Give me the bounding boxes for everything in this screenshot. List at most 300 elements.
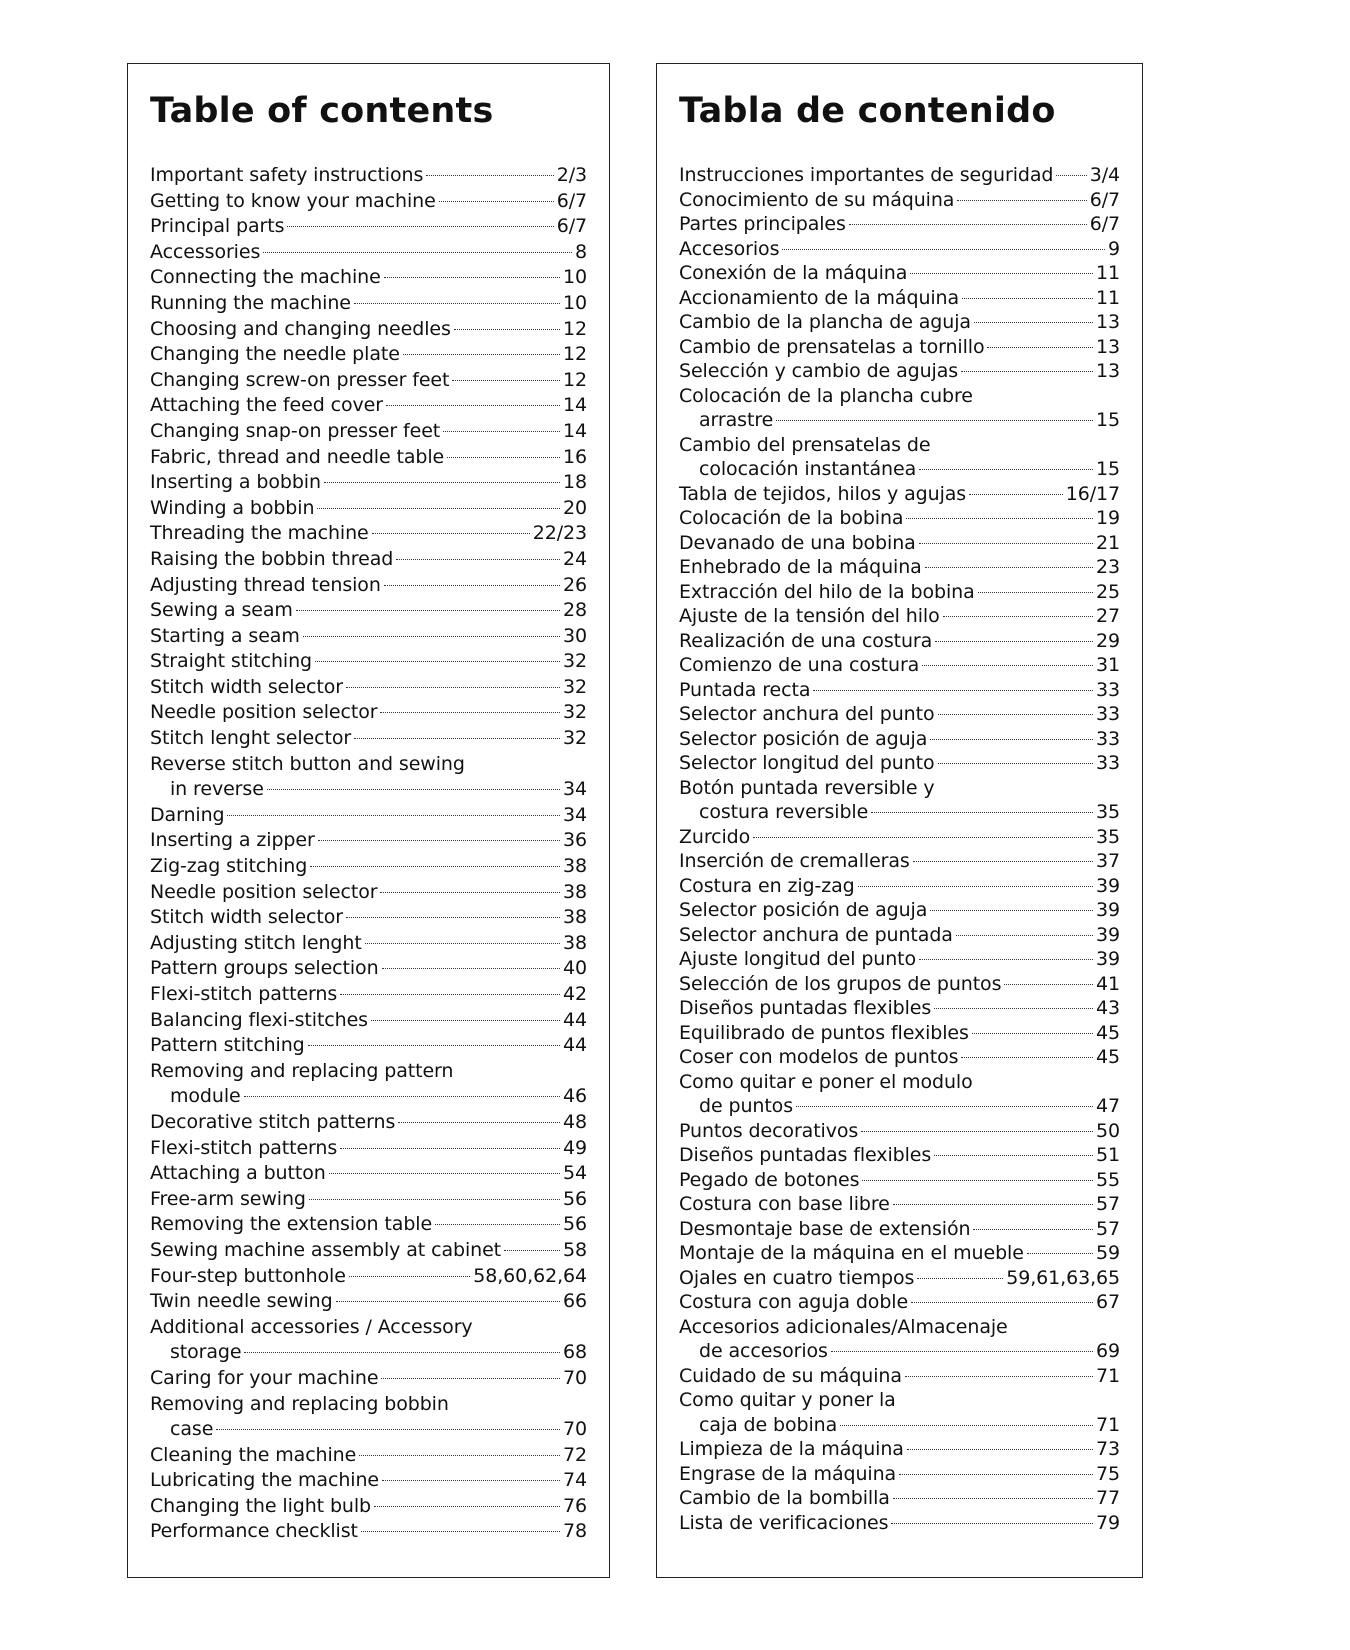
toc-entry	[150, 265, 587, 291]
toc-entry-title: Ajuste de la tensión del hilo	[679, 605, 940, 627]
toc-entry-title: Selección y cambio de agujas	[679, 360, 959, 382]
toc-entry-page: 12	[563, 343, 587, 366]
toc-entry	[679, 947, 1120, 972]
dot-leader	[396, 559, 560, 560]
toc-entry-page: 44	[563, 1008, 587, 1031]
toc-entry-title: Four-step buttonhole	[150, 1264, 346, 1287]
toc-entry	[150, 1264, 587, 1290]
toc-entry	[679, 1045, 1120, 1070]
toc-entry-title: Ajuste longitud del punto	[679, 948, 917, 970]
dot-leader	[349, 1276, 470, 1277]
dot-leader	[227, 815, 560, 816]
toc-entry-title: Colocación de la bobina	[679, 507, 904, 529]
toc-entry	[150, 521, 587, 547]
dot-leader	[972, 1033, 1093, 1034]
toc-entry-page: 45	[1096, 1021, 1120, 1044]
toc-entry-title: Stitch width selector	[150, 906, 343, 929]
toc-entry-title: Lubricating the machine	[150, 1469, 379, 1492]
dot-leader	[899, 1474, 1093, 1475]
toc-entry	[679, 1413, 1120, 1438]
dot-leader	[911, 1302, 1093, 1303]
toc-entry-page: 15	[1096, 458, 1120, 480]
toc-entry-title: Stitch lenght selector	[150, 727, 352, 750]
toc-entry	[150, 419, 587, 445]
toc-entry	[150, 905, 587, 931]
toc-entry	[679, 629, 1120, 654]
toc-entry	[679, 702, 1120, 727]
toc-entry	[679, 310, 1120, 335]
toc-entry	[679, 580, 1120, 605]
toc-entry-page: 27	[1096, 605, 1120, 627]
dot-leader	[382, 968, 561, 969]
dot-leader	[987, 347, 1093, 348]
dot-leader	[216, 1429, 560, 1430]
toc-entry-first-line: Cambio del prensatelas de	[679, 433, 931, 456]
dot-leader	[365, 943, 560, 944]
toc-entry	[150, 1187, 587, 1213]
toc-entry-title: Important safety instructions	[150, 164, 424, 186]
toc-entry	[150, 956, 587, 982]
toc-entry	[150, 624, 587, 650]
toc-entry	[150, 368, 587, 394]
toc-entry	[150, 854, 587, 880]
toc-entry-title: Enhebrado de la máquina	[679, 556, 922, 578]
toc-entry	[679, 604, 1120, 629]
toc-entry	[150, 1110, 587, 1136]
toc-entry-page: 32	[563, 650, 587, 673]
toc-entry-title: caja de bobina	[699, 1413, 838, 1436]
dot-leader	[862, 1180, 1093, 1181]
toc-entry-title: Performance checklist	[150, 1520, 358, 1543]
toc-entry-title: Cambio de la bombilla	[679, 1487, 890, 1509]
dot-leader	[443, 431, 560, 432]
toc-entry-page: 10	[563, 291, 587, 314]
toc-entry	[679, 1168, 1120, 1193]
toc-entry-title: Selector longitud del punto	[679, 752, 935, 774]
toc-entry-page: 20	[563, 496, 587, 519]
toc-entry	[150, 342, 587, 368]
toc-entry	[150, 1366, 587, 1392]
toc-entry	[150, 393, 587, 419]
dot-leader	[919, 469, 1093, 470]
toc-entry-page: 6/7	[556, 189, 587, 212]
toc-entry-title: Sewing machine assembly at cabinet	[150, 1238, 502, 1261]
dot-leader	[504, 1250, 560, 1251]
toc-entry	[150, 573, 587, 599]
toc-entry	[679, 751, 1120, 776]
toc-entry	[150, 880, 587, 906]
toc-entry	[679, 800, 1120, 825]
toc-entry-title: Free-arm sewing	[150, 1187, 306, 1210]
toc-entry-title: Conocimiento de su máquina	[679, 188, 955, 211]
english-toc-title: Table of contents	[150, 91, 494, 131]
toc-entry	[679, 531, 1120, 556]
toc-entry	[150, 1519, 587, 1545]
toc-entry-title: Partes principales	[679, 213, 846, 235]
toc-entry-page: 43	[1096, 997, 1120, 1019]
toc-entry-title: Zig-zag stitching	[150, 855, 308, 878]
dot-leader	[340, 1148, 560, 1149]
toc-entry-page: 35	[1096, 801, 1120, 823]
toc-entry	[150, 214, 587, 240]
toc-entry-page: 45	[1096, 1046, 1120, 1068]
dot-leader	[354, 738, 560, 739]
toc-entry-title: Raising the bobbin thread	[150, 547, 394, 570]
toc-entry-title: Inserting a bobbin	[150, 471, 321, 494]
dot-leader	[324, 482, 560, 483]
toc-entry-title: Adjusting thread tension	[150, 573, 381, 596]
toc-entry-title: Inserting a zipper	[150, 829, 315, 852]
toc-entry-page: 32	[563, 701, 587, 724]
dot-leader	[354, 303, 560, 304]
toc-entry	[679, 286, 1120, 311]
toc-entry-page: 13	[1096, 335, 1120, 358]
toc-entry-page: 6/7	[1089, 213, 1120, 235]
toc-entry-page: 38	[563, 855, 587, 878]
toc-entry	[679, 825, 1120, 850]
toc-entry-title: case	[170, 1418, 214, 1441]
dot-leader	[849, 224, 1087, 225]
dot-leader	[905, 1376, 1093, 1377]
dot-leader	[380, 712, 560, 713]
toc-entry-first-line: Accesorios adicionales/Almacenaje	[679, 1315, 1008, 1338]
dot-leader	[831, 1351, 1093, 1352]
toc-entry	[679, 678, 1120, 703]
toc-entry-page: 32	[563, 675, 587, 698]
toc-entry-title: arrastre	[699, 409, 774, 431]
toc-entry	[150, 1084, 587, 1110]
toc-entry	[150, 1494, 587, 1520]
toc-entry-page: 22/23	[532, 522, 587, 545]
dot-leader	[917, 1278, 1003, 1279]
toc-entry	[679, 335, 1120, 360]
toc-entry-first-line: Additional accessories / Accessory	[150, 1315, 473, 1338]
toc-entry-title: Pegado de botones	[679, 1168, 860, 1191]
toc-entry	[150, 1008, 587, 1034]
toc-entry	[150, 240, 587, 266]
toc-entry	[679, 1486, 1120, 1511]
dot-leader	[925, 567, 1093, 568]
toc-entry-page: 67	[1096, 1291, 1120, 1313]
toc-entry-page: 66	[563, 1290, 587, 1313]
toc-entry-page: 14	[563, 394, 587, 417]
toc-entry	[679, 359, 1120, 384]
toc-entry-title: Cambio de prensatelas a tornillo	[679, 335, 985, 358]
toc-entry	[679, 1290, 1120, 1315]
toc-entry-first-line: Como quitar e poner el modulo	[679, 1070, 973, 1093]
toc-entry-title: Stitch width selector	[150, 675, 343, 698]
toc-entry	[150, 1468, 587, 1494]
toc-entry-title: Adjusting stitch lenght	[150, 931, 362, 954]
toc-entry-page: 76	[563, 1494, 587, 1517]
dot-leader	[974, 322, 1093, 323]
toc-entry-page: 16	[563, 445, 587, 468]
dot-leader	[267, 789, 560, 790]
toc-entry-title: Equilibrado de puntos flexibles	[679, 1021, 969, 1044]
toc-entry-title: de accesorios	[699, 1340, 828, 1362]
dot-leader	[380, 892, 560, 893]
toc-entry-page: 41	[1096, 972, 1120, 995]
dot-leader	[1004, 984, 1093, 985]
dot-leader	[340, 994, 560, 995]
toc-entry-page: 34	[563, 803, 587, 826]
toc-entry	[679, 923, 1120, 948]
dot-leader	[893, 1204, 1093, 1205]
toc-entry-page: 28	[563, 599, 587, 622]
dot-leader	[318, 840, 560, 841]
toc-entry-title: Costura en zig-zag	[679, 874, 855, 897]
dot-leader	[336, 1301, 560, 1302]
dot-leader	[403, 354, 560, 355]
toc-entry-page: 24	[563, 547, 587, 570]
toc-entry-page: 74	[563, 1469, 587, 1492]
toc-entry-page: 29	[1096, 629, 1120, 652]
toc-entry-title: Changing screw-on presser feet	[150, 368, 450, 391]
spanish-toc-panel	[656, 63, 1143, 1578]
toc-entry-title: Devanado de una bobina	[679, 531, 916, 554]
toc-entry-page: 21	[1096, 531, 1120, 554]
toc-entry-page: 12	[563, 368, 587, 391]
toc-entry-page: 11	[1096, 262, 1120, 284]
toc-entry-page: 50	[1096, 1119, 1120, 1142]
toc-entry-page: 59	[1096, 1242, 1120, 1264]
toc-entry-title: module	[170, 1085, 241, 1108]
toc-entry	[150, 317, 587, 343]
toc-entry-title: Decorative stitch patterns	[150, 1110, 396, 1133]
toc-entry	[150, 1340, 587, 1366]
toc-entry-title: Fabric, thread and needle table	[150, 445, 445, 468]
toc-entry-title: Selector anchura de puntada	[679, 923, 953, 946]
dot-leader	[454, 329, 560, 330]
toc-entry	[679, 188, 1120, 213]
toc-entry-page: 38	[563, 906, 587, 929]
toc-entry	[150, 1443, 587, 1469]
toc-entry-title: Choosing and changing needles	[150, 317, 451, 340]
toc-entry-page: 71	[1096, 1413, 1120, 1436]
toc-entry-page: 6/7	[556, 215, 587, 238]
toc-entry-title: in reverse	[170, 778, 264, 801]
toc-entry	[679, 972, 1120, 997]
toc-entry-page: 40	[563, 957, 587, 980]
toc-entry-page: 56	[563, 1187, 587, 1210]
toc-entry-page: 26	[563, 573, 587, 596]
toc-entry-title: de puntos	[699, 1095, 794, 1117]
toc-entry-first-line: Reverse stitch button and sewing	[150, 752, 465, 775]
toc-entry-page: 30	[563, 624, 587, 647]
toc-entry-title: costura reversible	[699, 801, 869, 823]
dot-leader	[315, 661, 560, 662]
toc-entry-page: 56	[563, 1213, 587, 1236]
dot-leader	[346, 687, 560, 688]
toc-entry-title: Changing the needle plate	[150, 343, 400, 366]
toc-entry-title: Selector posición de aguja	[679, 899, 928, 921]
toc-entry-page: 39	[1096, 948, 1120, 970]
toc-entry	[679, 1364, 1120, 1389]
toc-entry	[150, 726, 587, 752]
toc-entry-page: 12	[563, 317, 587, 340]
toc-entry-first-line: Botón puntada reversible y	[679, 776, 935, 799]
toc-entry-title: Accessories	[150, 240, 261, 263]
dot-leader	[913, 861, 1093, 862]
toc-entry	[679, 653, 1120, 678]
dot-leader	[978, 592, 1093, 593]
english-toc-list	[128, 129, 609, 1545]
toc-entry-title: Darning	[150, 803, 225, 826]
dot-leader	[906, 518, 1093, 519]
toc-entry	[679, 457, 1120, 482]
toc-entry-page: 75	[1096, 1462, 1120, 1485]
toc-entry-page: 35	[1096, 825, 1120, 848]
toc-entry-title: Diseños puntadas flexibles	[679, 1144, 932, 1166]
toc-entry-page: 51	[1096, 1144, 1120, 1166]
dot-leader	[840, 1425, 1093, 1426]
toc-entry-page: 48	[563, 1110, 587, 1133]
dot-leader	[907, 1449, 1093, 1450]
dot-leader	[938, 714, 1094, 715]
toc-entry-page: 8	[575, 240, 587, 263]
dot-leader	[317, 508, 560, 509]
dot-leader	[935, 641, 1093, 642]
toc-entry	[679, 555, 1120, 580]
dot-leader	[934, 1008, 1093, 1009]
toc-entry	[679, 1339, 1120, 1364]
toc-entry-page: 59,61,63,65	[1006, 1266, 1120, 1289]
dot-leader	[308, 1045, 560, 1046]
toc-entry	[679, 163, 1120, 188]
dot-leader	[962, 298, 1093, 299]
dot-leader	[287, 226, 553, 227]
dot-leader	[303, 636, 560, 637]
toc-entry-title: storage	[170, 1341, 242, 1364]
toc-entry	[150, 1417, 587, 1443]
toc-entry-page: 69	[1096, 1340, 1120, 1362]
toc-entry-title: Cleaning the machine	[150, 1443, 357, 1466]
toc-entry-title: Desmontaje base de extensión	[679, 1217, 971, 1240]
toc-entry-title: Attaching a button	[150, 1162, 326, 1185]
dot-leader	[796, 1106, 1093, 1107]
dot-leader	[922, 665, 1093, 666]
toc-entry-title: Running the machine	[150, 291, 351, 314]
dot-leader	[813, 690, 1093, 691]
toc-entry-title: Diseños puntadas flexibles	[679, 997, 932, 1019]
toc-entry-page: 13	[1096, 360, 1120, 382]
dot-leader	[776, 420, 1093, 421]
toc-entry	[150, 931, 587, 957]
toc-entry-page: 49	[563, 1136, 587, 1159]
dot-leader	[938, 763, 1093, 764]
dot-leader	[296, 610, 560, 611]
toc-entry	[150, 470, 587, 496]
toc-entry-page: 34	[563, 778, 587, 801]
toc-entry-page: 37	[1096, 850, 1120, 872]
toc-entry-title: Zurcido	[679, 825, 751, 848]
dot-leader	[858, 886, 1093, 887]
dot-leader	[329, 1173, 560, 1174]
toc-entry	[150, 496, 587, 522]
toc-entry-page: 42	[563, 983, 587, 1005]
toc-entry-page: 11	[1096, 286, 1120, 309]
toc-entry-title: Flexi-stitch patterns	[150, 983, 338, 1005]
toc-entry	[679, 1437, 1120, 1462]
toc-entry-title: Selector posición de aguja	[679, 727, 928, 750]
toc-entry-title: Removing the extension table	[150, 1213, 433, 1236]
toc-entry-title: Ojales en cuatro tiempos	[679, 1266, 915, 1289]
dot-leader	[956, 935, 1093, 936]
dot-leader	[361, 1531, 560, 1532]
toc-entry-page: 9	[1108, 237, 1120, 260]
toc-entry-title: Puntada recta	[679, 678, 811, 701]
toc-entry-title: Inserción de cremalleras	[679, 850, 910, 872]
toc-entry-title: Pattern stitching	[150, 1034, 305, 1057]
dot-leader	[973, 1229, 1093, 1230]
toc-entry-title: Changing the light bulb	[150, 1494, 371, 1517]
toc-entry-page: 39	[1096, 874, 1120, 897]
toc-entry-title: Starting a seam	[150, 624, 300, 647]
toc-entry-page: 54	[563, 1162, 587, 1185]
toc-entry-page: 13	[1096, 311, 1120, 333]
dot-leader	[309, 1199, 560, 1200]
dot-leader	[871, 812, 1093, 813]
toc-entry-page: 58	[563, 1238, 587, 1261]
dot-leader	[384, 585, 560, 586]
toc-entry	[679, 408, 1120, 433]
toc-entry-title: Accesorios	[679, 237, 780, 260]
toc-entry-first-line: Como quitar y poner la	[679, 1389, 896, 1411]
dot-leader	[372, 533, 530, 534]
dot-leader	[943, 616, 1093, 617]
toc-entry-title: Realización de una costura	[679, 629, 933, 652]
toc-entry-title: Cuidado de su máquina	[679, 1364, 902, 1387]
toc-entry-title: Puntos decorativos	[679, 1119, 859, 1142]
dot-leader	[371, 1020, 560, 1021]
toc-entry-title: Balancing flexi-stitches	[150, 1008, 368, 1031]
toc-entry-title: Limpieza de la máquina	[679, 1438, 904, 1460]
toc-entry	[150, 1212, 587, 1238]
toc-entry-first-line: Colocación de la plancha cubre	[679, 384, 973, 407]
toc-entry-title: Needle position selector	[150, 880, 378, 903]
toc-entry-page: 70	[563, 1366, 587, 1389]
dot-leader	[382, 1480, 560, 1481]
toc-entry	[679, 1266, 1120, 1291]
dot-leader	[447, 457, 560, 458]
toc-entry	[150, 291, 587, 317]
toc-entry	[150, 700, 587, 726]
toc-entry	[150, 598, 587, 624]
toc-entry-title: Selector anchura del punto	[679, 703, 935, 725]
toc-entry-title: Flexi-stitch patterns	[150, 1136, 338, 1159]
dot-leader	[910, 273, 1093, 274]
toc-entry-page: 10	[563, 266, 587, 289]
toc-entry	[679, 874, 1120, 899]
toc-entry-title: Pattern groups selection	[150, 957, 379, 980]
toc-entry-title: Conexión de la máquina	[679, 262, 908, 284]
dot-leader	[934, 1155, 1093, 1156]
dot-leader	[386, 405, 560, 406]
toc-entry-title: Engrase de la máquina	[679, 1462, 897, 1485]
dot-leader	[782, 249, 1105, 250]
toc-entry	[679, 898, 1120, 923]
toc-entry	[679, 212, 1120, 237]
toc-entry-page: 77	[1096, 1487, 1120, 1509]
dot-leader	[969, 494, 1063, 495]
toc-entry-page: 39	[1096, 899, 1120, 921]
dot-leader	[1027, 1253, 1093, 1254]
toc-entry-title: Extracción del hilo de la bobina	[679, 580, 975, 603]
toc-entry-page: 19	[1096, 507, 1120, 529]
dot-leader	[359, 1455, 560, 1456]
dot-leader	[957, 200, 1086, 201]
toc-entry-title: Lista de verificaciones	[679, 1511, 889, 1534]
